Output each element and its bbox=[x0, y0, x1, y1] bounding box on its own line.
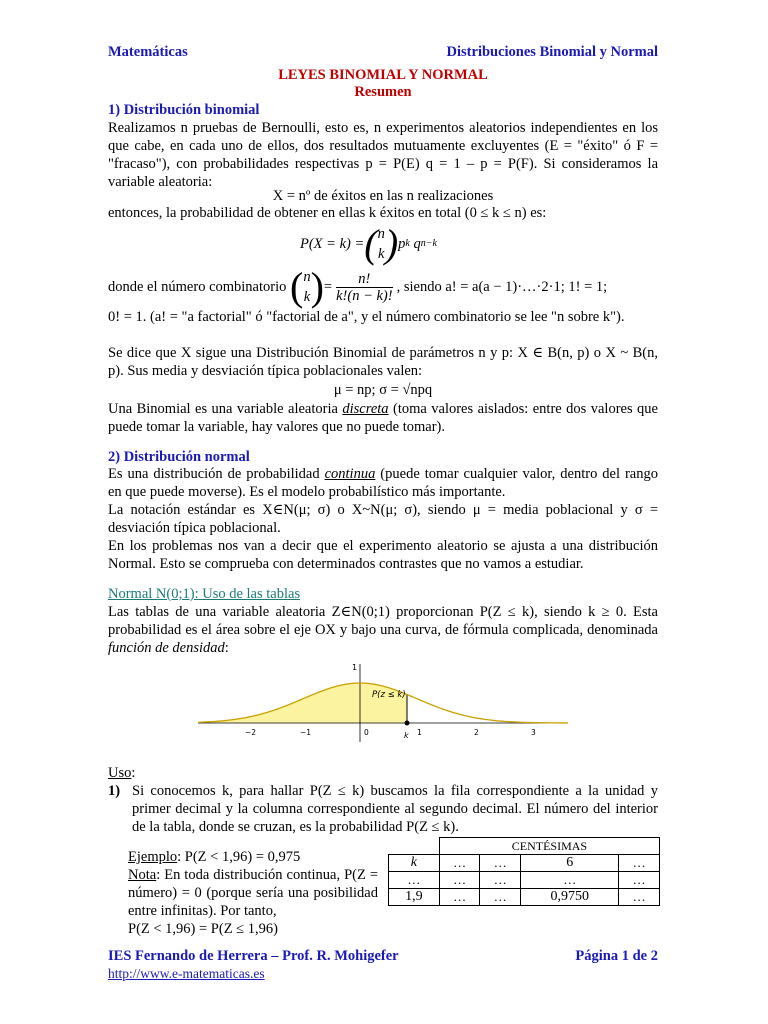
uso-label bbox=[108, 764, 658, 782]
table-cell: … bbox=[619, 855, 660, 872]
s2-paragraph-1 bbox=[108, 465, 658, 501]
comb-n: n bbox=[303, 269, 311, 285]
x-tick-neg1: −1 bbox=[300, 728, 312, 737]
formula-top: n bbox=[377, 226, 385, 242]
normal-tables-subheading[interactable]: Normal N(0;1): Uso de las tablas bbox=[108, 586, 301, 602]
ejemplo-line bbox=[128, 848, 378, 866]
table-cell: 0,9750 bbox=[521, 889, 619, 906]
comb-intro: donde el número combinatorio bbox=[108, 279, 287, 295]
p4: Las tablas de una variable aleatoria Z∈N(0;1) proporcionan P(Z ≤ k), siendo k ≥ 0. Esta probabilidad es el área sobre el eje OX y bajo una curva, de fórmula complicada, denominada bbox=[108, 604, 658, 638]
uso-text: Uso bbox=[108, 765, 132, 781]
table-cell: … bbox=[480, 872, 521, 889]
table-cell: … bbox=[389, 872, 440, 889]
s2-paragraph-3: En los problemas nos van a decir que el experimento aleatorio se ajusta a una distribución Normal. Esto se comprueba con determinados contrastes que no vamos a estudiar. bbox=[108, 538, 658, 572]
s1-paragraph-5 bbox=[108, 400, 658, 436]
table-cell: … bbox=[619, 889, 660, 906]
s1-paragraph-3: 0! = 1. (a! = "a factorial" ó "factorial de a", y el número combinatorio se lee "n sobre k"). bbox=[108, 309, 625, 325]
paren-left: ( bbox=[364, 221, 378, 266]
x-tick-neg2: −2 bbox=[245, 728, 257, 737]
density-term: función de densidad bbox=[108, 640, 225, 656]
x-tick-0: 0 bbox=[364, 728, 369, 737]
section-2-heading: 2) Distribución normal bbox=[108, 449, 250, 465]
paren-right: ) bbox=[384, 221, 399, 266]
formula-binom bbox=[378, 224, 385, 264]
footer-url-link[interactable]: http://www.e-matematicas.es bbox=[108, 966, 265, 981]
section-1-heading: 1) Distribución binomial bbox=[108, 102, 260, 118]
k-label: k bbox=[404, 731, 409, 740]
centesimas-table bbox=[388, 837, 660, 906]
comb-num: n! bbox=[336, 271, 392, 288]
page-subtitle: Resumen bbox=[354, 84, 412, 100]
ejemplo-last: P(Z < 1,96) = P(Z ≤ 1,96) bbox=[128, 921, 278, 937]
x-tick-1: 1 bbox=[417, 728, 422, 737]
nota-text: : En toda distribución continua, P(Z = número) = 0 (porque sería una posibilidad entre infinitas). Por tanto, bbox=[128, 867, 378, 919]
normal-density-chart bbox=[198, 662, 568, 750]
y-tick-1: 1 bbox=[352, 663, 358, 672]
table-header: CENTÉSIMAS bbox=[439, 838, 659, 855]
formula-p: p bbox=[398, 236, 406, 252]
p5b: (toma valores aislados: entre dos valores que puede tomar la variable, hay valores que no puede tomar). bbox=[108, 401, 658, 435]
x-tick-3: 3 bbox=[531, 728, 536, 737]
page-title: LEYES BINOMIAL Y NORMAL bbox=[278, 67, 488, 83]
combinatorial-line bbox=[108, 266, 660, 308]
comb-den: k!(n − k)! bbox=[336, 287, 393, 304]
uso-text-body: Si conocemos k, para hallar P(Z ≤ k) buscamos la fila correspondiente a la unidad y primer decimal y la columna correspondiente al segundo decimal. El número del interior de la tabla, donde se cruzan, es la probabilidad P(Z ≤ k). bbox=[132, 783, 658, 835]
k-point bbox=[405, 721, 410, 726]
table-cell: 6 bbox=[521, 855, 619, 872]
area-label: P(z ≤ k) bbox=[372, 690, 406, 700]
table-cell: … bbox=[521, 872, 619, 889]
table-cell: … bbox=[439, 872, 480, 889]
ejemplo-text: : P(Z < 1,96) = 0,975 bbox=[177, 849, 301, 865]
comb-paren-right: ) bbox=[310, 264, 324, 309]
comb-fraction bbox=[336, 271, 392, 304]
p1a: Es una distribución de probabilidad bbox=[108, 466, 325, 482]
footer-left: IES Fernando de Herrera – Prof. R. Mohigefer bbox=[108, 948, 399, 964]
binomial-formula bbox=[300, 222, 437, 266]
header-right: Distribuciones Binomial y Normal bbox=[446, 44, 658, 60]
continua-term: continua bbox=[324, 466, 376, 482]
uso-number: 1) bbox=[108, 783, 121, 799]
table-cell: … bbox=[619, 872, 660, 889]
s1-paragraph-1: Realizamos n pruebas de Bernoulli, esto es, n experimentos aleatorios independientes en los que cabe, en cada uno de ellos, dos resultados mutuamente excluyentes (E = "éxito" ó F = "fracaso"), con probabilidades respectivas p = P(E) q = 1 – p = P(F). Si consideramos la variable aleatoria: bbox=[108, 120, 658, 190]
table-cell: … bbox=[439, 855, 480, 872]
area-under-curve bbox=[198, 683, 407, 723]
formula-q: q bbox=[413, 236, 421, 252]
header-left: Matemáticas bbox=[108, 44, 188, 60]
table-cell: k bbox=[389, 855, 440, 872]
ejemplo-label: Ejemplo bbox=[128, 849, 178, 865]
table-corner bbox=[389, 838, 440, 855]
formula-bottom: k bbox=[378, 246, 385, 262]
formula-exp-k: k bbox=[405, 238, 410, 249]
nota-label: Nota bbox=[128, 867, 157, 883]
s1-paragraph-2: entonces, la probabilidad de obtener en ellas k éxitos en total (0 ≤ k ≤ n) es: bbox=[108, 205, 547, 221]
p1b: (puede tomar cualquier valor, dentro del rango en que puede moverse). Es el modelo probabilístico más importante. bbox=[108, 466, 658, 500]
table-cell: … bbox=[480, 855, 521, 872]
table-row bbox=[389, 855, 660, 872]
comb-eq: = bbox=[323, 279, 333, 295]
comb-paren-left: ( bbox=[290, 264, 304, 309]
table-cell: … bbox=[480, 889, 521, 906]
footer-right: Página 1 de 2 bbox=[575, 948, 658, 964]
s1-params: μ = np; σ = √npq bbox=[333, 382, 433, 398]
comb-tail: , siendo a! = a(a − 1)·…·2·1; 1! = 1; bbox=[396, 279, 608, 295]
comb-k: k bbox=[303, 289, 311, 305]
nota-para bbox=[128, 866, 378, 920]
table-cell: … bbox=[439, 889, 480, 906]
s1-definition: X = nº de éxitos en las n realizaciones bbox=[272, 188, 494, 204]
s2-paragraph-2: La notación estándar es X∈N(μ; σ) o X~N(μ; σ), siendo μ = media poblacional y σ = desviación típica poblacional. bbox=[108, 502, 658, 536]
discreta-term: discreta bbox=[342, 401, 389, 417]
table-row bbox=[389, 889, 660, 906]
ejemplo-block bbox=[128, 848, 378, 938]
formula-left: P(X = k) = bbox=[300, 236, 365, 252]
uso-colon: : bbox=[131, 765, 136, 781]
table-cell: 1,9 bbox=[389, 889, 440, 906]
comb-binom bbox=[303, 267, 310, 307]
table-row bbox=[389, 872, 660, 889]
formula-exp-nk: n−k bbox=[420, 238, 437, 249]
s2-paragraph-4 bbox=[108, 603, 658, 657]
p5a: Una Binomial es una variable aleatoria bbox=[108, 401, 343, 417]
s1-paragraph-4: Se dice que X sigue una Distribución Binomial de parámetros n y p: X ∈ B(n, p) o X ~ B(n, p). Sus media y desviación típica poblacionales valen: bbox=[108, 345, 658, 379]
x-tick-2: 2 bbox=[474, 728, 479, 737]
p4-end: : bbox=[224, 640, 229, 656]
